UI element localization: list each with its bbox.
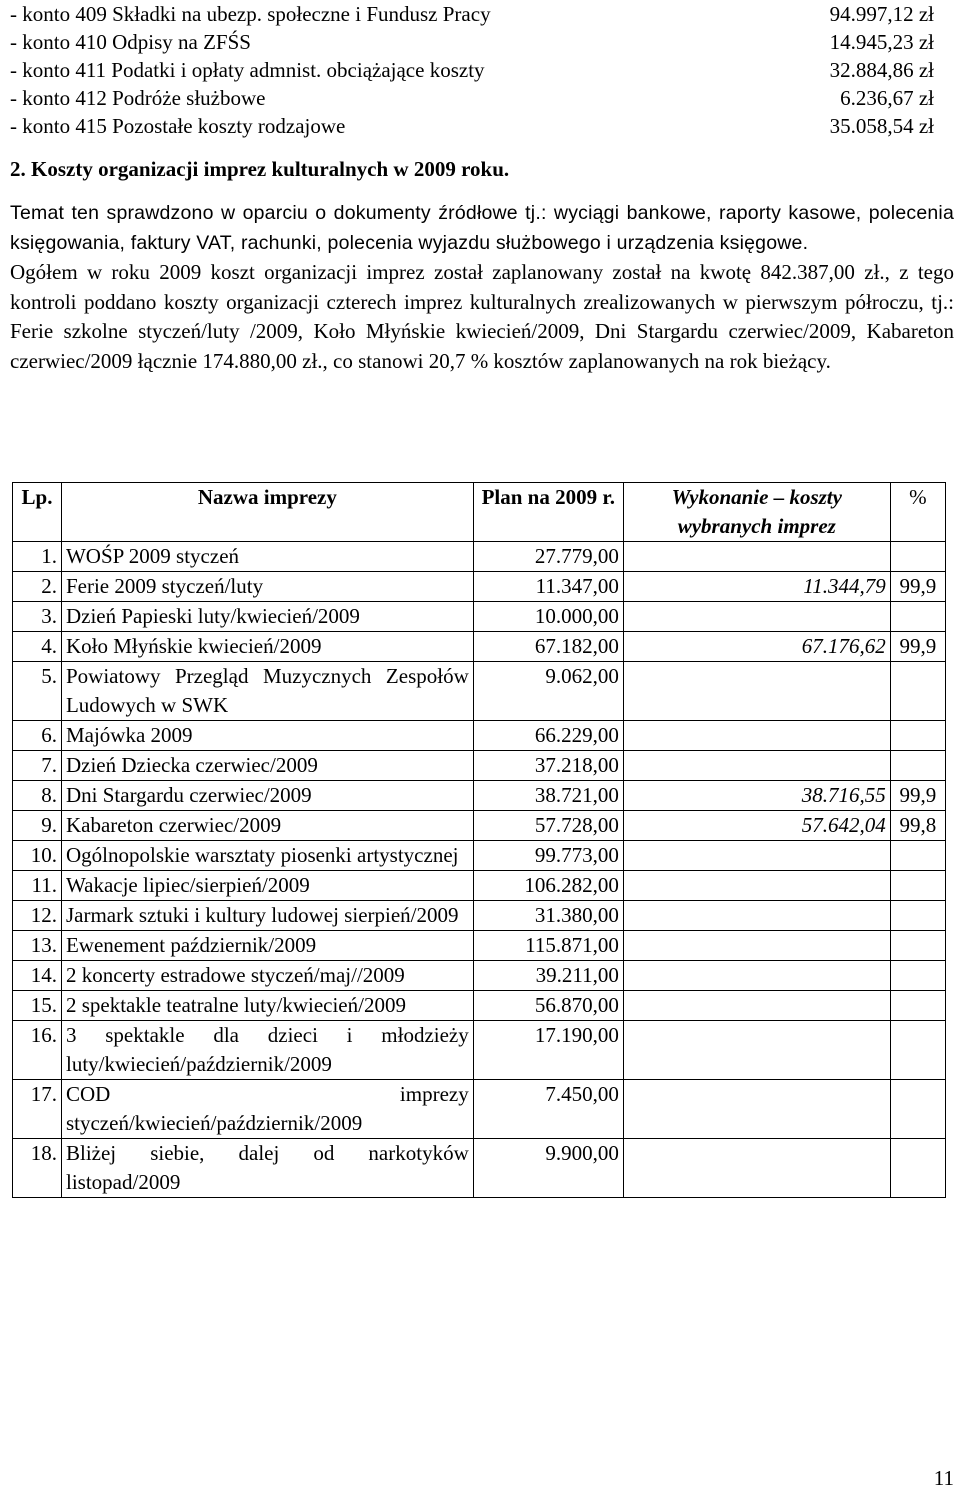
cell-lp: 11. [13,871,62,901]
cell-name: Dzień Dziecka czerwiec/2009 [61,751,473,781]
account-row [10,28,954,56]
cell-pct: 99,9 [890,572,945,602]
table-row [13,751,946,781]
cell-pct [890,542,945,572]
cell-lp: 16. [13,1021,62,1080]
cell-plan: 10.000,00 [473,602,623,632]
table-row [13,572,946,602]
table-row [13,871,946,901]
account-amount: 6.236,67 zł [840,86,934,110]
table-row [13,1139,946,1198]
cell-wykonanie [623,961,890,991]
cell-wykonanie: 38.716,55 [623,781,890,811]
document-page [10,0,954,376]
cell-name: Powiatowy Przegląd Muzycznych Zespołów Ludowych w SWK [61,662,473,721]
paragraph-sources: Temat ten sprawdzono w oparciu o dokumenty źródłowe tj.: wyciągi bankowe, raporty kasowe, polecenia księgowania, faktury VAT, rachunki, polecenia wyjazdu służbowego i urządzenia księgowe. [10,202,954,254]
cell-pct: 99,9 [890,632,945,662]
table-row [13,961,946,991]
cell-name: 2 koncerty estradowe styczeń/maj//2009 [61,961,473,991]
cell-name: Koło Młyńskie kwiecień/2009 [61,632,473,662]
cell-plan: 57.728,00 [473,811,623,841]
cell-plan: 7.450,00 [473,1080,623,1139]
cell-plan: 31.380,00 [473,901,623,931]
cell-pct [890,1021,945,1080]
col-header-wykonanie: Wykonanie – koszty wybranych imprez [623,483,890,542]
table-row [13,721,946,751]
account-amount: 32.884,86 zł [829,58,934,82]
cell-name: Ferie 2009 styczeń/luty [61,572,473,602]
cell-lp: 17. [13,1080,62,1139]
cell-wykonanie: 67.176,62 [623,632,890,662]
cell-plan: 9.900,00 [473,1139,623,1198]
account-label: - konto 410 Odpisy na ZFŚS [10,30,251,54]
col-header-name: Nazwa imprezy [61,483,473,542]
cell-wykonanie [623,751,890,781]
col-header-pct: % [890,483,945,542]
account-label: - konto 411 Podatki i opłaty admnist. obciążające koszty [10,58,485,82]
table-row [13,991,946,1021]
cell-pct [890,662,945,721]
cell-name: Kabareton czerwiec/2009 [61,811,473,841]
table-row [13,542,946,572]
table-header-row [13,483,946,542]
cell-lp: 8. [13,781,62,811]
cell-name: COD imprezy styczeń/kwiecień/październik/2009 [61,1080,473,1139]
cell-pct [890,602,945,632]
account-row [10,56,954,84]
cell-lp: 7. [13,751,62,781]
cell-plan: 66.229,00 [473,721,623,751]
cell-wykonanie [623,901,890,931]
cell-pct [890,751,945,781]
table-row [13,781,946,811]
cell-pct: 99,9 [890,781,945,811]
cell-wykonanie [623,841,890,871]
cell-wykonanie [623,991,890,1021]
cell-name: 2 spektakle teatralne luty/kwiecień/2009 [61,991,473,1021]
cell-wykonanie: 11.344,79 [623,572,890,602]
cell-plan: 115.871,00 [473,931,623,961]
table-row [13,1021,946,1080]
events-cost-table [12,482,946,1198]
table-row [13,841,946,871]
cell-pct [890,901,945,931]
cell-pct: 99,8 [890,811,945,841]
cell-name: 3 spektakle dla dzieci i młodzieży luty/kwiecień/październik/2009 [61,1021,473,1080]
table-row [13,931,946,961]
cell-wykonanie: 57.642,04 [623,811,890,841]
cell-pct [890,1139,945,1198]
cell-name: Dzień Papieski luty/kwiecień/2009 [61,602,473,632]
cell-plan: 27.779,00 [473,542,623,572]
cell-name: Ewenement październik/2009 [61,931,473,961]
account-label: - konto 415 Pozostałe koszty rodzajowe [10,114,346,138]
cell-plan: 37.218,00 [473,751,623,781]
cell-name: Dni Stargardu czerwiec/2009 [61,781,473,811]
cell-plan: 9.062,00 [473,662,623,721]
table-row [13,602,946,632]
cell-pct [890,991,945,1021]
cell-wykonanie [623,662,890,721]
account-row [10,84,954,112]
account-amount: 35.058,54 zł [829,114,934,138]
page-number: 11 [933,1466,954,1490]
cell-plan: 56.870,00 [473,991,623,1021]
cell-lp: 18. [13,1139,62,1198]
cell-name: Wakacje lipiec/sierpień/2009 [61,871,473,901]
cell-lp: 2. [13,572,62,602]
cell-wykonanie [623,871,890,901]
cell-lp: 3. [13,602,62,632]
cell-plan: 11.347,00 [473,572,623,602]
col-header-lp: Lp. [13,483,62,542]
cell-wykonanie [623,602,890,632]
cell-pct [890,721,945,751]
account-label: - konto 409 Składki na ubezp. społeczne i Fundusz Pracy [10,2,491,26]
table-row [13,901,946,931]
cell-lp: 13. [13,931,62,961]
table-row [13,662,946,721]
cell-wykonanie [623,1139,890,1198]
cell-pct [890,931,945,961]
paragraph-summary: Ogółem w roku 2009 koszt organizacji imprez został zaplanowany został na kwotę 842.387,00 zł., z tego kontroli poddano koszty organizacji czterech imprez kulturalnych zrealizowanych w pierwszym półroczu, tj.: Ferie szkolne styczeń/luty /2009, Koło Młyńskie kwiecień/2009, Dni Stargardu czerwiec/2009, Kabareton czerwiec/2009 łącznie 174.880,00 zł., co stanowi 20,7 % kosztów zaplanowanych na rok bieżący. [10,260,954,373]
cell-lp: 10. [13,841,62,871]
cell-lp: 14. [13,961,62,991]
cell-wykonanie [623,931,890,961]
cell-name: Ogólnopolskie warsztaty piosenki artystycznej [61,841,473,871]
cell-lp: 5. [13,662,62,721]
cell-pct [890,841,945,871]
cell-pct [890,961,945,991]
cell-plan: 106.282,00 [473,871,623,901]
cell-pct [890,1080,945,1139]
cell-plan: 38.721,00 [473,781,623,811]
cell-wykonanie [623,1080,890,1139]
cell-wykonanie [623,542,890,572]
table-row [13,811,946,841]
cell-lp: 1. [13,542,62,572]
col-header-plan: Plan na 2009 r. [473,483,623,542]
section-heading: 2. Koszty organizacji imprez kulturalnych w 2009 roku. [10,157,510,181]
cell-plan: 67.182,00 [473,632,623,662]
cell-name: Majówka 2009 [61,721,473,751]
table-row [13,632,946,662]
account-amount: 14.945,23 zł [829,30,934,54]
cell-name: Bliżej siebie, dalej od narkotyków listopad/2009 [61,1139,473,1198]
cell-name: WOŚP 2009 styczeń [61,542,473,572]
cell-pct [890,871,945,901]
account-list [10,0,954,140]
table-row [13,1080,946,1139]
cell-lp: 4. [13,632,62,662]
cell-plan: 99.773,00 [473,841,623,871]
cell-lp: 6. [13,721,62,751]
cell-plan: 17.190,00 [473,1021,623,1080]
cell-lp: 12. [13,901,62,931]
cell-lp: 9. [13,811,62,841]
cell-plan: 39.211,00 [473,961,623,991]
account-amount: 94.997,12 zł [829,2,934,26]
account-row [10,112,954,140]
account-label: - konto 412 Podróże służbowe [10,86,266,110]
cell-wykonanie [623,1021,890,1080]
cell-name: Jarmark sztuki i kultury ludowej sierpień/2009 [61,901,473,931]
cell-wykonanie [623,721,890,751]
cell-lp: 15. [13,991,62,1021]
account-row [10,0,954,28]
table-body [13,542,946,1198]
